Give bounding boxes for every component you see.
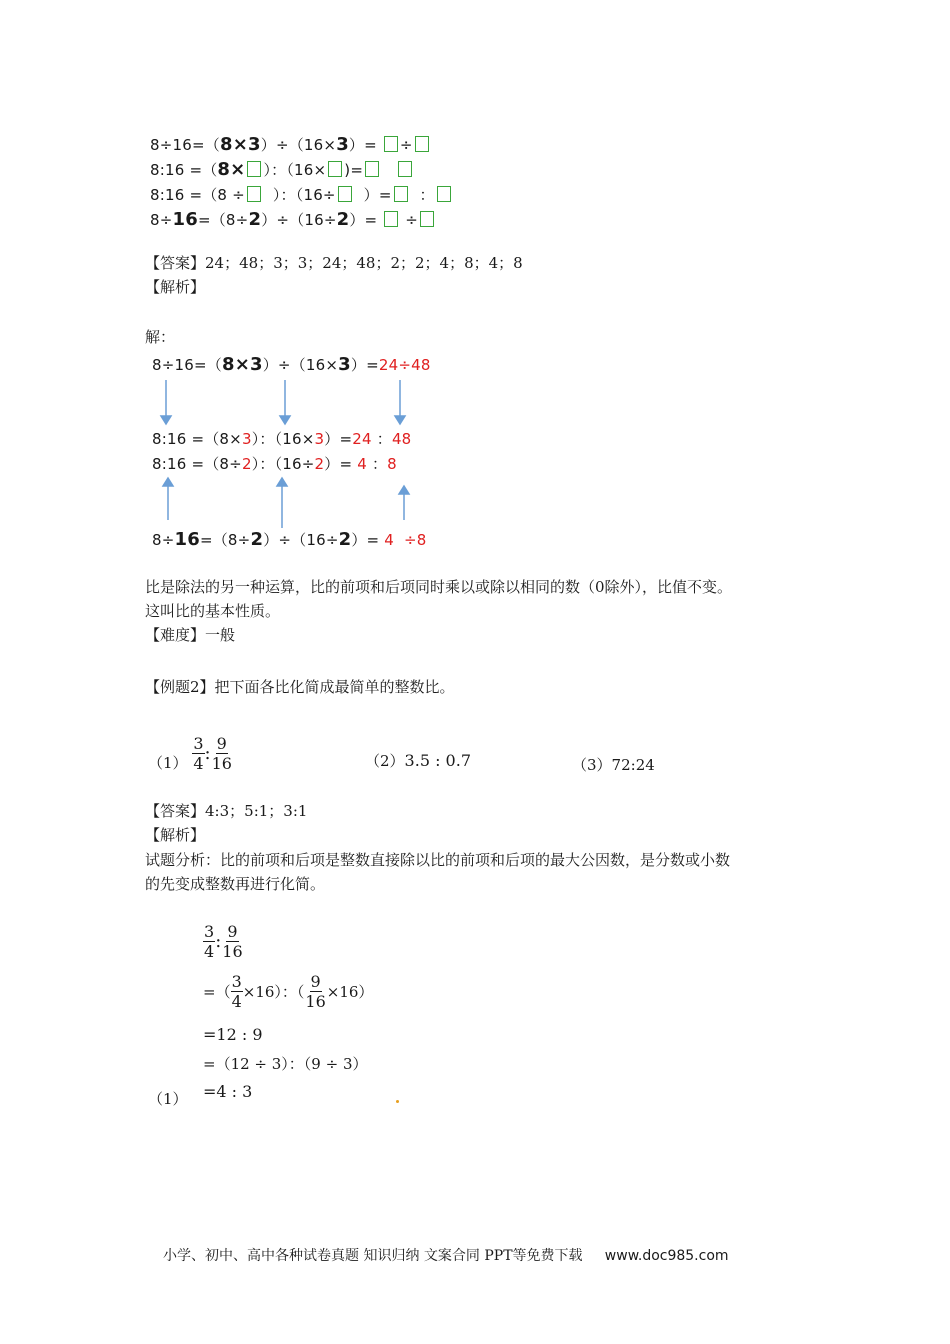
exercise-line-1: 8÷16=（8×3）÷（16×3）= ÷ [150,134,431,155]
property-line-1: 比是除法的另一种运算，比的前项和后项同时乘以或除以相同的数（0除外），比值不变。 [145,578,733,596]
work-step-1: =（ $\frac{3}{4}$ ×16）：（ $\frac{9}{16}$ ×16） [203,972,374,1011]
analysis-2-line-1: 试题分析：比的前项和后项是整数直接除以比的前项和后项的最大公因数，是分数或小数 [145,851,731,869]
problem-1: （1） $\frac{3}{4}$ : $\frac{9}{16}$ [148,734,232,773]
analysis-2-line-2: 的先变成整数再进行化简。 [145,875,326,893]
analysis-1-label: 【解析】 [145,278,206,296]
work-step-3: =（12 ÷ 3）：（9 ÷ 3） [203,1055,368,1073]
footer: 小学、初中、高中各种试卷真题 知识归纳 文案合同 PPT等免费下载 www.doc985.com [163,1248,729,1264]
work-label: （1） [148,1090,188,1108]
exercise-line-4: 8÷16=（8÷2）÷（16÷2）= ÷ [150,209,436,230]
footer-url[interactable]: www.doc985.com [604,1248,729,1264]
example-2-title: 【例题2】把下面各比化简成最简单的整数比。 [145,678,455,696]
exercise-line-2: 8:16 =（8× ）：（16× )= [150,159,414,180]
solution-label: 解： [145,328,176,346]
difficulty: 【难度】一般 [145,626,236,644]
problem-2: （2）3.5 : 0.7 [365,751,471,770]
analysis-2-label: 【解析】 [145,826,206,844]
diagram-row-2: 8:16 =（8×3）：（16×3）=24 ：48 [152,430,412,448]
diagram-row-4: 8÷16=（8÷2）÷（16÷2）= 4 ÷8 [152,529,427,550]
fraction: $\frac{9}{16}$ [211,734,232,773]
orange-dot [396,1100,399,1103]
diagram-row-3: 8:16 =（8÷2）：（16÷2）= 4 ：8 [152,455,397,473]
problem-3: （3）72:24 [572,756,655,774]
fraction: $\frac{3}{4}$ [193,734,204,773]
exercise-line-3: 8:16 =（8 ÷ ）：（16÷ ）= ： [150,184,453,205]
answer-2: 【答案】4:3；5:1；3:1 [145,802,308,820]
diagram-row-1: 8÷16=（8×3）÷（16×3）=24÷48 [152,354,431,375]
work-step-2: =12 : 9 [203,1025,263,1044]
work-step-0: $\frac{3}{4}$ : $\frac{9}{16}$ [204,922,243,961]
answer-1: 【答案】24；48；3；3；24；48；2；2；4；8；4；8 [145,254,523,272]
property-line-2: 这叫比的基本性质。 [145,602,281,620]
work-step-4: =4 : 3 [203,1082,253,1101]
